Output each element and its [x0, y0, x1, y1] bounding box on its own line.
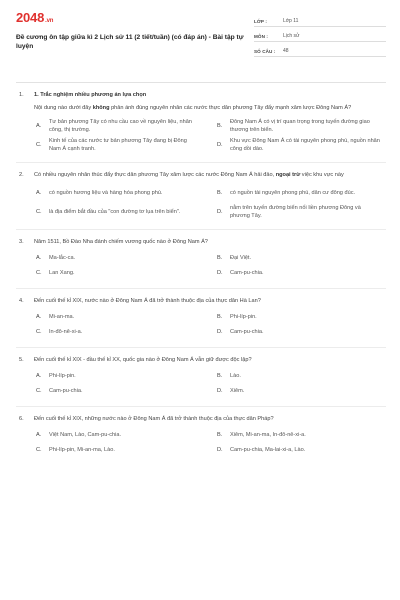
option-d[interactable]: D. Cam-pu-chia, Ma-lai-xi-a, Lào. [217, 447, 306, 453]
option-a[interactable]: A. Ma-lắc-ca. [36, 255, 76, 261]
logo-text: 2048 [16, 10, 45, 25]
question-number: 3. [19, 239, 24, 245]
section-heading: 1. Trắc nghiệm nhiều phương án lựa chọn [34, 92, 147, 98]
question-number: 4. [19, 298, 24, 304]
question-prompt: Đến cuối thế kỉ XIX, những nước nào ở Đông Nam Á đã trở thành thuộc địa của thực dân Pháp? [34, 416, 274, 422]
option-d[interactable]: D. Cam-pu-chia. [217, 329, 264, 335]
option-d[interactable]: D. Xiêm. [217, 388, 245, 394]
option-a[interactable]: A. Mi-an-ma. [36, 314, 75, 320]
option-a[interactable]: A. Việt Nam, Lào, Cam-pu-chia. [36, 432, 122, 438]
options [34, 429, 386, 459]
header-left [16, 10, 244, 51]
question-prompt: Năm 1511, Bồ Đào Nha đánh chiếm vương quốc nào ở Đông Nam Á? [34, 239, 208, 245]
meta-subject-value: Lịch sử [283, 33, 300, 39]
question-1 [16, 91, 386, 163]
question-prompt: Đến cuối thế kỉ XIX - đầu thế kỉ XX, quốc gia nào ở Đông Nam Á vẫn giữ được độc lập? [34, 357, 252, 363]
option-b[interactable]: B. Đại Việt. [217, 255, 252, 261]
option-c[interactable]: C. Lan Xang. [36, 270, 75, 276]
question-divider [16, 162, 386, 163]
question-4 [16, 297, 386, 348]
question-6 [16, 415, 386, 459]
option-a[interactable]: A. Phi-líp-pin. [36, 373, 76, 379]
question-divider [16, 229, 386, 230]
option-b[interactable]: B. Đông Nam Á có vị trí quan trọng trong tuyến đường giao thương trên biển. [217, 119, 370, 133]
question-2 [16, 171, 386, 230]
options [34, 370, 386, 400]
question-number: 6. [19, 416, 24, 422]
meta-question-count [254, 46, 386, 57]
logo-suffix: .vn [45, 18, 54, 24]
option-a[interactable]: A. có nguồn hương liệu và hàng hóa phong phú. [36, 190, 163, 196]
header-divider [16, 82, 386, 83]
options [34, 118, 386, 156]
option-a[interactable]: A. Tư bản phương Tây có nhu cầu cao về nguyên liệu, nhân công, thị trường. [36, 119, 192, 133]
options [34, 311, 386, 341]
question-5 [16, 356, 386, 407]
question-3 [16, 238, 386, 289]
question-number: 1. [19, 92, 24, 98]
option-b[interactable]: B. có nguồn tài nguyên phong phú, dân cư đông đúc. [217, 190, 356, 196]
question-prompt: Đến cuối thế kỉ XIX, nước nào ở Đông Nam Á đã trở thành thuộc địa của thực dân Hà Lan? [34, 298, 261, 304]
meta-class-label: LỚP : [254, 18, 268, 24]
option-c[interactable]: C. In-đô-nê-xi-a. [36, 329, 83, 335]
option-d[interactable]: D. Cam-pu-chia. [217, 270, 264, 276]
option-b[interactable]: B. Phi-líp-pin. [217, 314, 257, 320]
document-header [16, 10, 386, 74]
site-logo[interactable] [16, 10, 244, 29]
document-meta [254, 16, 386, 61]
meta-class-value: Lớp 11 [283, 18, 299, 24]
options [34, 252, 386, 282]
meta-count-value: 48 [283, 48, 289, 54]
option-d[interactable]: D. Khu vực Đông Nam Á có tài nguyên phong phú, nguồn nhân công dồi dào. [217, 138, 380, 152]
option-c[interactable]: C. là địa điểm bắt đầu của "con đường tơ lụa trên biển". [36, 209, 181, 215]
option-c[interactable]: C. Kinh tế của các nước tư bản phương Tây đang bị Đông Nam Á cạnh tranh. [36, 138, 187, 152]
question-number: 5. [19, 357, 24, 363]
option-b[interactable]: B. Xiêm, Mi-an-ma, In-đô-nê-xi-a. [217, 432, 306, 438]
question-divider [16, 288, 386, 289]
options [34, 185, 386, 223]
question-divider [16, 406, 386, 407]
question-prompt: Có nhiều nguyên nhân thúc đẩy thực dân phương Tây xâm lược các nước Đông Nam Á hải đảo, ngoại trừ việc khu vực này [34, 172, 344, 178]
option-c[interactable]: C. Cam-pu-chia. [36, 388, 83, 394]
meta-subject [254, 31, 386, 42]
question-number: 2. [19, 172, 24, 178]
meta-class [254, 16, 386, 27]
meta-count-label: SỐ CÂU : [254, 48, 276, 54]
question-divider [16, 347, 386, 348]
option-c[interactable]: C. Phi-líp-pin, Mi-an-ma, Lào. [36, 447, 115, 453]
document-title: Đề cương ôn tập giữa kì 2 Lịch sử 11 (2 tiết/tuần) (có đáp án) - Bài tập tự luyện [16, 34, 244, 50]
meta-subject-label: MÔN : [254, 33, 269, 39]
option-b[interactable]: B. Lào. [217, 373, 241, 379]
option-d[interactable]: D. nằm trên tuyến đường biển nối liền phương Đông và phương Tây. [217, 205, 361, 219]
question-prompt: Nội dung nào dưới đây không phản ánh đúng nguyên nhân các nước thực dân phương Tây đẩy mạnh xâm lược Đông Nam Á? [34, 105, 352, 111]
